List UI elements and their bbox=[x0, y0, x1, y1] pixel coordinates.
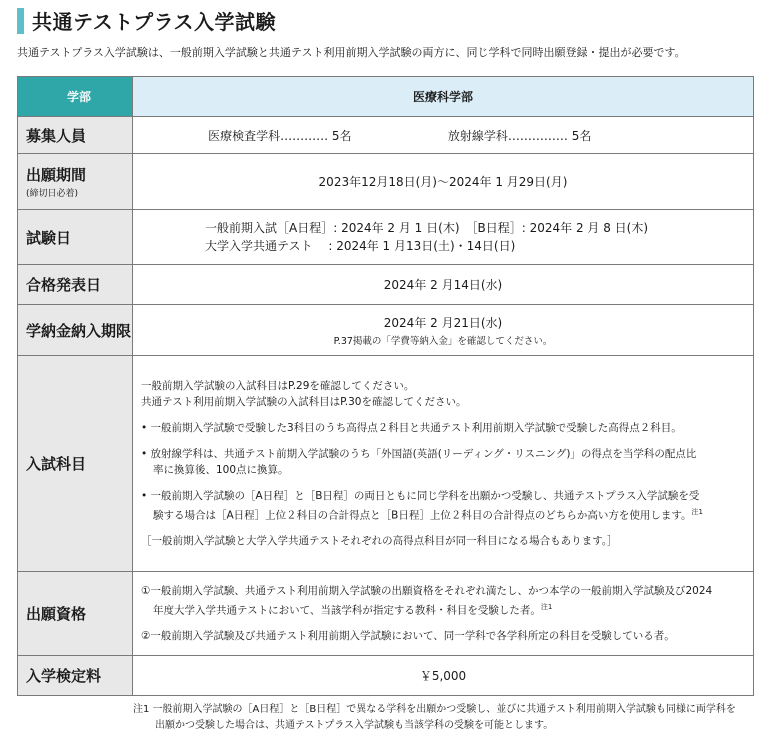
qualification-1b bbox=[141, 599, 743, 619]
exam-date-row bbox=[18, 210, 754, 265]
exam-date-line-2: 大学入学共通テスト : 2024年 1 月13日(土)・14日(日) bbox=[205, 239, 516, 253]
title-text: 共通テストプラス入学試験 bbox=[32, 10, 276, 34]
footnote-ref-2: 注1 bbox=[540, 602, 553, 611]
exam-date-label: 試験日 bbox=[18, 210, 133, 265]
footnote-line-1: 注1 一般前期入学試験の［A日程］と［B日程］で異なる学科を出願かつ受験し、並びに共通テスト利用前期入学試験も同様に両学科を bbox=[133, 704, 736, 715]
footnote-line-2: 出願かつ受験した場合は、共通テストプラス入学試験も当該学科の受験を可能とします。 bbox=[155, 720, 554, 731]
subjects-bullet-3a: • 一般前期入学試験の［A日程］と［B日程］の両日ともに同じ学科を出願かつ受験し、共通テストプラス入学試験を受 bbox=[141, 489, 700, 502]
subjects-para-3: ［一般前期入学試験と大学入学共通テストそれぞれの高得点科目が同一科目になる場合もあります。］ bbox=[141, 535, 618, 548]
payment-row bbox=[18, 305, 754, 356]
recruit-row bbox=[18, 117, 754, 154]
exam-date-line-1: 一般前期入試［A日程］: 2024年 2 月 1 日(木) ［B日程］: 2024年 2 月 8 日(木) bbox=[205, 221, 649, 235]
title-accent-bar bbox=[17, 8, 24, 34]
announce-value: 2024年 2 月14日(水) bbox=[133, 265, 754, 305]
payment-value bbox=[133, 305, 754, 356]
period-sublabel: (締切日必着) bbox=[26, 189, 79, 199]
subjects-row bbox=[18, 356, 754, 572]
intro-text: 共通テストプラス入学試験は、一般前期入学試験と共通テスト利用前期入学試験の両方に、同じ学科で同時出願登録・提出が必要です。 bbox=[17, 46, 686, 59]
header-label: 学部 bbox=[18, 77, 133, 117]
fee-value: ￥5,000 bbox=[133, 656, 754, 696]
payment-label: 学納金納入期限 bbox=[18, 305, 133, 356]
fee-label: 入学検定料 bbox=[18, 656, 133, 696]
fee-row bbox=[18, 656, 754, 696]
qualification-content bbox=[133, 572, 754, 656]
qualification-1a: ①一般前期入学試験、共通テスト利用前期入学試験の出願資格をそれぞれ満たし、かつ本学の一般前期入学試験及び2024 bbox=[141, 584, 713, 597]
footnote bbox=[133, 702, 736, 734]
announce-row bbox=[18, 265, 754, 305]
recruit-item-2: 放射線学科…………… 5名 bbox=[447, 128, 592, 143]
footnote-ref-1: 注1 bbox=[691, 507, 704, 516]
subjects-bullet-3b bbox=[141, 504, 743, 524]
subjects-content bbox=[133, 356, 754, 572]
qualification-row bbox=[18, 572, 754, 656]
page-title bbox=[17, 6, 276, 35]
subjects-bullet-1: • 一般前期入学試験で受験した3科目のうち高得点２科目と共通テスト利用前期入学試験で受験した高得点２科目。 bbox=[141, 421, 682, 434]
header-row bbox=[18, 77, 754, 117]
recruit-item-1: 医療検査学科………… 5名 bbox=[208, 128, 352, 143]
subjects-bullet-2a: • 放射線学科は、共通テスト前期入学試験のうち「外国語(英語(リーディング・リスニング)」の得点を当学科の配点比 bbox=[141, 447, 697, 460]
payment-date: 2024年 2 月21日(水) bbox=[383, 315, 503, 330]
announce-label: 合格発表日 bbox=[18, 265, 133, 305]
subjects-bullet-2b: 率に換算後、100点に換算。 bbox=[153, 463, 289, 476]
period-value: 2023年12月18日(月)～2024年 1 月29日(月) bbox=[133, 154, 754, 210]
period-label-text: 出願期間 bbox=[26, 166, 87, 184]
period-row bbox=[18, 154, 754, 210]
exam-date-value bbox=[133, 210, 754, 265]
qualification-2: ②一般前期入学試験及び共通テスト利用前期入学試験において、同一学科で各学科所定の科目を受験している者。 bbox=[141, 630, 675, 643]
recruit-label: 募集人員 bbox=[18, 117, 133, 154]
subjects-para-1: 一般前期入学試験の入試科目はP.29を確認してください。 bbox=[141, 379, 415, 392]
payment-note: P.37掲載の「学費等納入金」を確認してください。 bbox=[333, 335, 553, 347]
period-label bbox=[18, 154, 133, 210]
subjects-para-2: 共通テスト利用前期入学試験の入試科目はP.30を確認してください。 bbox=[141, 395, 467, 408]
header-value: 医療科学部 bbox=[133, 77, 754, 117]
subjects-bullet-3b-text: 験する場合は［A日程］上位２科目の合計得点と［B日程］上位２科目の合計得点のどちらか高い方を使用します。 bbox=[153, 509, 692, 522]
qualification-1b-text: 年度大学入学共通テストにおいて、当該学科が指定する教科・科目を受験した者。 bbox=[153, 604, 541, 617]
subjects-label: 入試科目 bbox=[18, 356, 133, 572]
recruit-value bbox=[133, 117, 754, 154]
exam-info-table bbox=[17, 76, 754, 696]
qualification-label: 出願資格 bbox=[18, 572, 133, 656]
